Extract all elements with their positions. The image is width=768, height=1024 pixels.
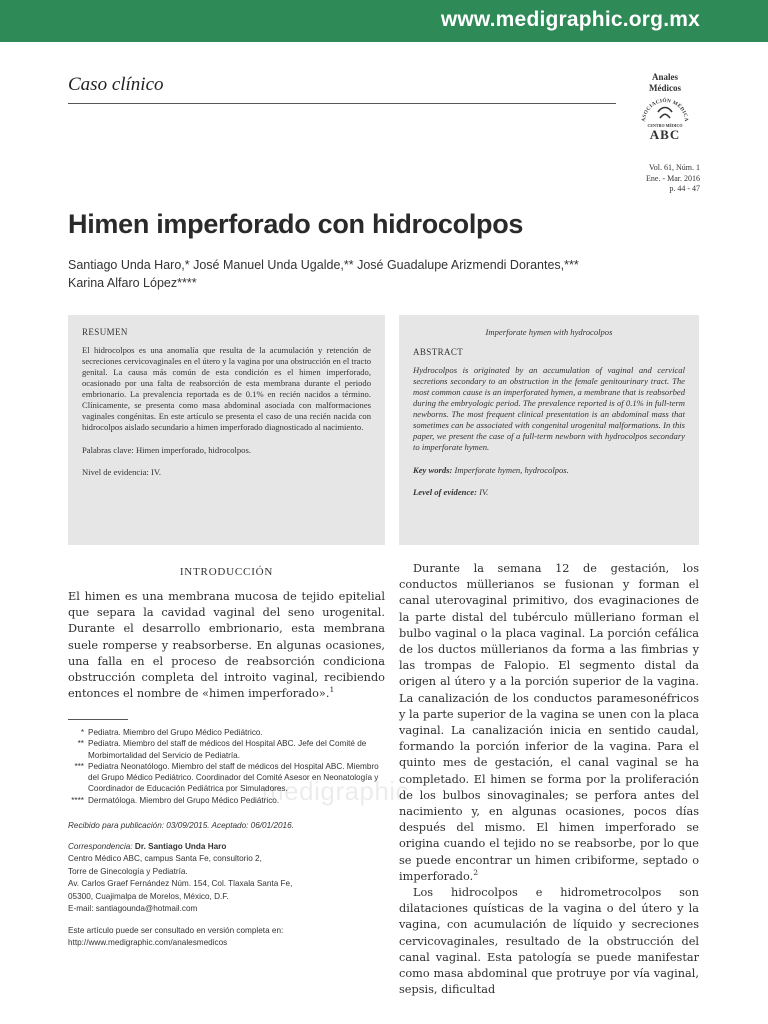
footnote-mark: **** <box>71 795 84 805</box>
evidence-value: IV. <box>479 487 489 497</box>
evidence-label: Level of evidence: <box>413 487 477 497</box>
address-line: 05300, Cuajimalpa de Morelos, México, D.F. <box>68 891 229 901</box>
keywords-label: Key words: <box>413 465 453 475</box>
abstract-evidence-level <box>413 487 685 497</box>
footnote-text: Pediatra. Miembro del Grupo Médico Pediátrico. <box>88 728 263 737</box>
seal-abc-text: ABC <box>649 127 681 140</box>
top-banner <box>0 0 768 42</box>
resumen-box <box>68 315 385 545</box>
online-note-text: Este artículo puede ser consultado en versión completa en: <box>68 926 284 935</box>
abstract-keywords <box>413 465 685 475</box>
volume-number: Vol. 61, Núm. 1 <box>649 163 700 172</box>
footnote-divider <box>68 719 128 720</box>
watermark-text: medigraphic <box>262 776 410 806</box>
header-divider <box>68 103 616 104</box>
article-title: Himen imperforado con hidrocolpos <box>68 209 524 239</box>
abstract-heading: ABSTRACT <box>413 347 464 357</box>
footnote-text: Pediatra Neonatólogo. Miembro del staff de médicos del Hospital ABC. Miembro del Grupo Médico Pediátrico. Coordinador del Comité Asesor en Neonatología y Coordinador de Educación Pediátrica por Simuladores. <box>88 761 379 794</box>
english-title: Imperforate hymen with hydrocolpos <box>485 327 613 337</box>
keywords-label: Palabras clave: <box>82 445 134 455</box>
keywords-value: Imperforate hymen, hydrocolpos. <box>454 465 569 475</box>
received-date: Recibido para publicación: 03/09/2015. Aceptado: 06/01/2016. <box>68 821 294 830</box>
svg-text:ASOCIACIÓN MÉDICA <box>641 96 689 122</box>
abc-seal-icon <box>636 96 694 140</box>
correspondence-block <box>68 841 385 915</box>
intro-paragraph <box>68 589 385 702</box>
online-version-note <box>68 925 385 950</box>
footnote-mark: *** <box>74 761 84 771</box>
correspondence-name: Dr. Santiago Unda Haro <box>134 842 227 851</box>
seal-sub-text: CENTRO MÉDICO <box>647 123 683 128</box>
journal-logo-block <box>633 72 697 140</box>
body-paragraph: Los hidrocolpos e hidrometrocolpos son dilataciones quísticas de la vagina o del útero y la vagina, con acumulación de líquido y secreciones cervicovaginales, resultado de la obstrucción del canal vaginal. Esta patología se puede manifestar como masa abdominal que protruye por vía vaginal, sepsis, dificultad <box>399 886 699 997</box>
footnote-item <box>68 727 385 738</box>
authors-line-2: Karina Alfaro López**** <box>68 275 197 290</box>
journal-name-line2: Médicos <box>649 83 681 93</box>
correspondence-header <box>68 841 385 853</box>
footnote-item <box>68 738 385 761</box>
address-line: Torre de Ginecología y Pediatría. <box>68 866 188 876</box>
footnote-text: Dermatóloga. Miembro del Grupo Médico Pediátrico. <box>88 795 280 805</box>
site-url[interactable]: www.medigraphic.org.mx <box>440 8 700 31</box>
resumen-text: El hidrocolpos es una anomalía que resulta de la acumulación y retención de secreciones cervicovaginales en el útero y la vagina por una obstrucción en el tracto genital. La causa más común de esta condición es el himen imperforado, ocasionado por una falta de reabsorción de esta membrana durante el periodo embrionario. La prevalencia reportada es de 0.1% en recién nacidos a término. Clínicamente, se presenta como masa abdominal asociada con malformaciones vaginales congénitas. En este artículo se presenta el caso de una recién nacida con hidrocolpos aislado secundario a himen imperforado diagnosticado al nacimiento. <box>82 345 371 432</box>
resumen-evidence-level <box>82 467 371 477</box>
issue-date: Ene. - Mar. 2016 <box>646 173 700 183</box>
evidence-value: IV. <box>150 467 162 477</box>
section-label: Caso clínico <box>68 74 164 95</box>
online-link[interactable]: http://www.medigraphic.com/analesmedicos <box>68 938 228 948</box>
evidence-label: Nivel de evidencia: <box>82 467 149 477</box>
address-line: Av. Carlos Graef Fernández Núm. 154, Col. Tlaxala Santa Fe, <box>68 879 293 889</box>
author-list <box>68 257 698 292</box>
body-paragraph-text: Durante la semana 12 de gestación, los conductos müllerianos se fusionan y forman el canal uterovaginal primitivo, dos evaginaciones de la parte distal del tubérculo mülleriano forman el bulbo vaginal o la placa vaginal. La porción cefálica de los ductos müllerianos da forma a las fimbrias y las trompas de Falopio. El segmento distal da origen al útero y a la porción superior de la vagina. La canalización de los conductos paramesonéfricos y la parte superior de la vagina se unen con la placa vaginal. La canalización inicia en sentido caudal, formando la porción inferior de la vagina. Para el quinto mes de gestación, el canal vaginal se ha completado. El himen se forma por la proliferación de los bulbos sinovaginales; se perfora antes del nacimiento y, en algunas ocasiones, pocos días después del mismo. El himen imperforado se origina cuando el tejido no se reabsorbe, por lo que se puede encontrar un himen cribiforme, septado o imperforado. <box>399 562 699 883</box>
footnote-mark: ** <box>77 739 84 749</box>
citation-ref[interactable]: 2 <box>473 868 478 878</box>
abstract-text: Hydrocolpos is originated by an accumulation of vaginal and cervical secretions secondary to an obstruction in the female genitourinary tract. The most common cause is an imperforated hymen, a membrane that is reabsorbed during the embryologic period. The prevalence reported is of 0.1% in full-term newborns. The most frequent clinical presentation is an abdominal mass that sometimes can be associated with congenital urogenital malformations. In this paper, we present the case of a full-term newborn with hydrocolpos secondary to imperforate hymen. <box>413 365 685 452</box>
citation-ref[interactable]: 1 <box>329 685 335 695</box>
body-paragraph <box>399 561 699 885</box>
footnote-text: Pediatra. Miembro del staff de médicos del Hospital ABC. Jefe del Comité de Morbimortalidad del Servicio de Pediatría. <box>88 739 367 760</box>
right-column <box>399 561 699 998</box>
intro-paragraph-text: El himen es una membrana mucosa de tejido epitelial que separa la cavidad vaginal del seno urogenital. Durante el desarrollo embrionario, esta membrana suele romperse y reabsorberse. En algunas ocasiones, una falla en el proceso de reabsorción condiciona obstrucción completa del introito vaginal, recibiendo entonces el nombre de «himen imperforado». <box>68 590 385 701</box>
seal-ring-text: ASOCIACIÓN MÉDICA <box>640 97 690 122</box>
keywords-value: Himen imperforado, hidrocolpos. <box>135 445 251 455</box>
footnote-mark: * <box>80 728 84 737</box>
correspondence-label: Correspondencia: <box>68 842 133 851</box>
authors-line-1: Santiago Unda Haro,* José Manuel Unda Ugalde,** José Guadalupe Arizmendi Dorantes,*** <box>68 258 579 272</box>
abstract-box <box>399 315 699 545</box>
volume-info <box>600 163 700 195</box>
resumen-keywords <box>82 445 371 455</box>
intro-heading: INTRODUCCIÓN <box>179 566 274 578</box>
email-line[interactable]: E-mail: santiagounda@hotmail.com <box>68 904 198 914</box>
address-line: Centro Médico ABC, campus Santa Fe, consultorio 2, <box>68 854 262 864</box>
page-range: p. 44 - 47 <box>669 184 700 193</box>
journal-name-line1: Anales <box>651 72 678 82</box>
resumen-heading: RESUMEN <box>82 327 128 337</box>
